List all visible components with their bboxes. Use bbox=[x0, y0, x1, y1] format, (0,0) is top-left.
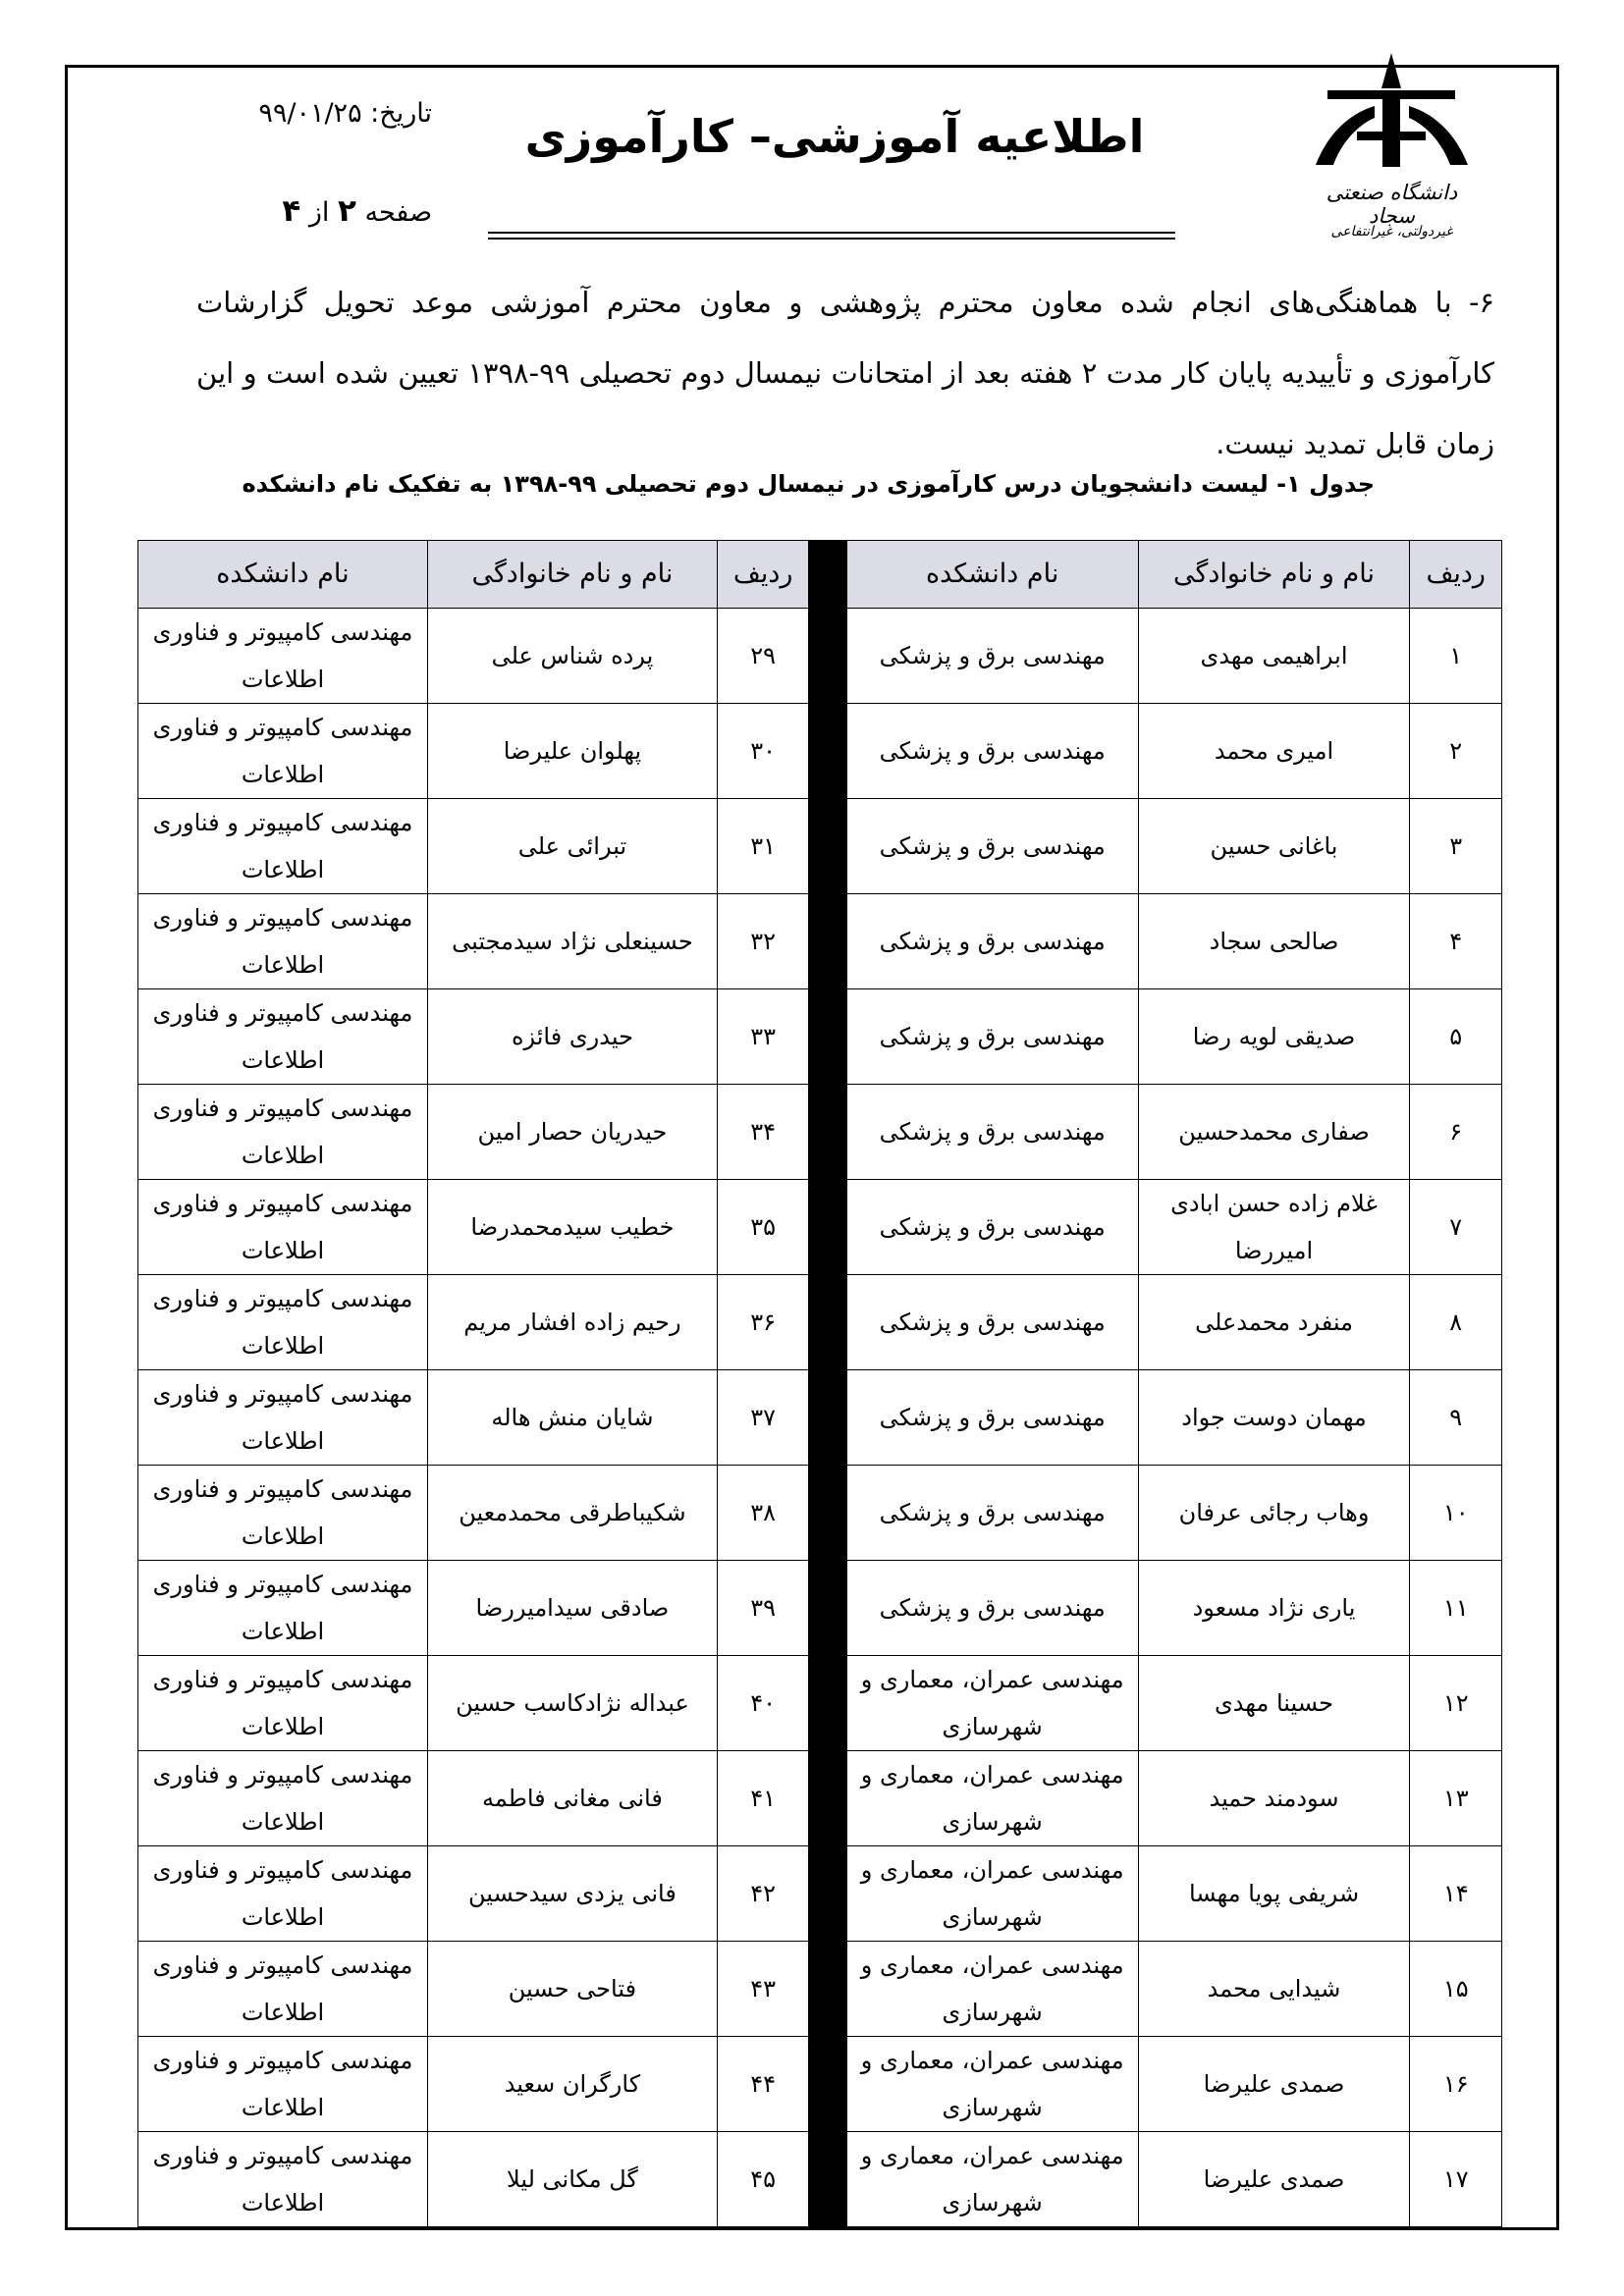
row-number: ۱ bbox=[1410, 609, 1502, 704]
table-divider bbox=[809, 894, 846, 989]
col-header-row-number: ردیف bbox=[717, 541, 809, 609]
faculty-name: مهندسی برق و پزشکی bbox=[846, 799, 1138, 894]
table-divider bbox=[809, 1370, 846, 1466]
row-number: ۵ bbox=[1410, 989, 1502, 1085]
student-name: فانی مغانی فاطمه bbox=[427, 1751, 717, 1846]
table-divider bbox=[809, 1085, 846, 1180]
row-number: ۴۱ bbox=[717, 1751, 809, 1846]
student-name: پهلوان علیرضا bbox=[427, 704, 717, 799]
student-name: عبداله نژادکاسب حسین bbox=[427, 1656, 717, 1751]
faculty-name: مهندسی برق و پزشکی bbox=[846, 609, 1138, 704]
row-number: ۳۹ bbox=[717, 1561, 809, 1656]
student-name: فانی یزدی سیدحسین bbox=[427, 1846, 717, 1942]
row-number: ۳۱ bbox=[717, 799, 809, 894]
table-divider bbox=[809, 1942, 846, 2037]
faculty-name: مهندسی برق و پزشکی bbox=[846, 704, 1138, 799]
logo-emblem-icon bbox=[1306, 49, 1478, 177]
table-divider bbox=[809, 1656, 846, 1751]
faculty-name: مهندسی عمران، معماری و شهرسازی bbox=[846, 1846, 1138, 1942]
student-name: فتاحی حسین bbox=[427, 1942, 717, 2037]
table-row bbox=[138, 2037, 1502, 2132]
student-table bbox=[137, 540, 1502, 2227]
table-divider bbox=[809, 1180, 846, 1275]
faculty-name: مهندسی کامپیوتر و فناوری اطلاعات bbox=[138, 1561, 428, 1656]
student-name: صفاری محمدحسین bbox=[1138, 1085, 1410, 1180]
student-name: صالحی سجاد bbox=[1138, 894, 1410, 989]
table-row bbox=[138, 1370, 1502, 1466]
student-name: صدیقی لویه رضا bbox=[1138, 989, 1410, 1085]
faculty-name: مهندسی کامپیوتر و فناوری اطلاعات bbox=[138, 609, 428, 704]
table-row bbox=[138, 989, 1502, 1085]
row-number: ۴۵ bbox=[717, 2132, 809, 2227]
row-number: ۱۵ bbox=[1410, 1942, 1502, 2037]
faculty-name: مهندسی کامپیوتر و فناوری اطلاعات bbox=[138, 1466, 428, 1561]
row-number: ۴۰ bbox=[717, 1656, 809, 1751]
row-number: ۳۵ bbox=[717, 1180, 809, 1275]
faculty-name: مهندسی عمران، معماری و شهرسازی bbox=[846, 2132, 1138, 2227]
student-name: پرده شناس علی bbox=[427, 609, 717, 704]
page-number-line bbox=[137, 193, 432, 229]
table-divider bbox=[809, 1275, 846, 1370]
table-row bbox=[138, 799, 1502, 894]
row-number: ۴۳ bbox=[717, 1942, 809, 2037]
faculty-name: مهندسی کامپیوتر و فناوری اطلاعات bbox=[138, 1085, 428, 1180]
faculty-name: مهندسی کامپیوتر و فناوری اطلاعات bbox=[138, 2037, 428, 2132]
student-name: شایان منش هاله bbox=[427, 1370, 717, 1466]
student-name: وهاب رجائی عرفان bbox=[1138, 1466, 1410, 1561]
student-name: تبرائی علی bbox=[427, 799, 717, 894]
row-number: ۱۴ bbox=[1410, 1846, 1502, 1942]
col-header-name: نام و نام خانوادگی bbox=[427, 541, 717, 609]
row-number: ۳۰ bbox=[717, 704, 809, 799]
row-number: ۱۲ bbox=[1410, 1656, 1502, 1751]
student-name: رحیم زاده افشار مریم bbox=[427, 1275, 717, 1370]
faculty-name: مهندسی برق و پزشکی bbox=[846, 989, 1138, 1085]
faculty-name: مهندسی کامپیوتر و فناوری اطلاعات bbox=[138, 799, 428, 894]
row-number: ۳۶ bbox=[717, 1275, 809, 1370]
faculty-name: مهندسی کامپیوتر و فناوری اطلاعات bbox=[138, 704, 428, 799]
faculty-name: مهندسی برق و پزشکی bbox=[846, 894, 1138, 989]
row-number: ۷ bbox=[1410, 1180, 1502, 1275]
page-title: اطلاعیه آموزشی– کارآموزی bbox=[524, 110, 1145, 163]
row-number: ۳۴ bbox=[717, 1085, 809, 1180]
row-number: ۴ bbox=[1410, 894, 1502, 989]
student-name: صمدی علیرضا bbox=[1138, 2037, 1410, 2132]
student-name: مهمان دوست جواد bbox=[1138, 1370, 1410, 1466]
page-of: از bbox=[308, 197, 330, 228]
date-line bbox=[137, 98, 432, 129]
row-number: ۱۶ bbox=[1410, 2037, 1502, 2132]
faculty-name: مهندسی کامپیوتر و فناوری اطلاعات bbox=[138, 1180, 428, 1275]
student-name: خطیب سیدمحمدرضا bbox=[427, 1180, 717, 1275]
logo-motto: غیردولتی، غیرانتفاعی bbox=[1330, 224, 1453, 240]
table-divider bbox=[809, 1846, 846, 1942]
logo-school-name: دانشگاه صنعتی سجاد bbox=[1326, 181, 1458, 228]
col-header-faculty: نام دانشکده bbox=[846, 541, 1138, 609]
col-header-row-number: ردیف bbox=[1410, 541, 1502, 609]
announcement-paragraph: ۶- با هماهنگی‌های انجام شده معاون محترم پژوهشی و معاون محترم آموزشی موعد تحویل گزارشات کارآموزی و تأییدیه پایان کار مدت ۲ هفته بعد از امتحانات نیمسال دوم تحصیلی ۹۹-۱۳۹۸ تعیین شده است و این زمان قابل تمدید نیست. bbox=[196, 286, 1494, 460]
faculty-name: مهندسی کامپیوتر و فناوری اطلاعات bbox=[138, 1846, 428, 1942]
row-number: ۱۰ bbox=[1410, 1466, 1502, 1561]
table-row bbox=[138, 1085, 1502, 1180]
faculty-name: مهندسی برق و پزشکی bbox=[846, 1561, 1138, 1656]
faculty-name: مهندسی عمران، معماری و شهرسازی bbox=[846, 1942, 1138, 2037]
date-value: ۹۹/۰۱/۲۵ bbox=[258, 98, 362, 129]
student-name: باغانی حسین bbox=[1138, 799, 1410, 894]
table-row bbox=[138, 1466, 1502, 1561]
faculty-name: مهندسی کامپیوتر و فناوری اطلاعات bbox=[138, 1942, 428, 2037]
table-row bbox=[138, 1275, 1502, 1370]
student-name: غلام زاده حسن ابادی امیررضا bbox=[1138, 1180, 1410, 1275]
table-row bbox=[138, 1751, 1502, 1846]
row-number: ۸ bbox=[1410, 1275, 1502, 1370]
table-row bbox=[138, 704, 1502, 799]
table-row bbox=[138, 1942, 1502, 2037]
table-row bbox=[138, 1561, 1502, 1656]
student-name: حیدری فائزه bbox=[427, 989, 717, 1085]
student-name: حیدریان حصار امین bbox=[427, 1085, 717, 1180]
faculty-name: مهندسی برق و پزشکی bbox=[846, 1085, 1138, 1180]
student-name: شکیباطرقی محمدمعین bbox=[427, 1466, 717, 1561]
student-name: یاری نژاد مسعود bbox=[1138, 1561, 1410, 1656]
row-number: ۴۴ bbox=[717, 2037, 809, 2132]
table-header-row bbox=[138, 541, 1502, 609]
row-number: ۳۲ bbox=[717, 894, 809, 989]
table-divider bbox=[809, 1561, 846, 1656]
faculty-name: مهندسی کامپیوتر و فناوری اطلاعات bbox=[138, 1275, 428, 1370]
table-divider bbox=[809, 2132, 846, 2227]
student-name: صمدی علیرضا bbox=[1138, 2132, 1410, 2227]
student-name: حسینعلی نژاد سیدمجتبی bbox=[427, 894, 717, 989]
col-header-faculty: نام دانشکده bbox=[138, 541, 428, 609]
faculty-name: مهندسی کامپیوتر و فناوری اطلاعات bbox=[138, 1370, 428, 1466]
title-underline bbox=[488, 232, 1175, 240]
student-name: حسینا مهدی bbox=[1138, 1656, 1410, 1751]
university-logo bbox=[1306, 49, 1478, 260]
faculty-name: مهندسی برق و پزشکی bbox=[846, 1275, 1138, 1370]
faculty-name: مهندسی کامپیوتر و فناوری اطلاعات bbox=[138, 1751, 428, 1846]
table-divider bbox=[809, 2037, 846, 2132]
row-number: ۹ bbox=[1410, 1370, 1502, 1466]
row-number: ۴۲ bbox=[717, 1846, 809, 1942]
row-number: ۲۹ bbox=[717, 609, 809, 704]
date-label: تاریخ: bbox=[370, 98, 432, 129]
row-number: ۱۷ bbox=[1410, 2132, 1502, 2227]
row-number: ۱۱ bbox=[1410, 1561, 1502, 1656]
table-row bbox=[138, 894, 1502, 989]
faculty-name: مهندسی برق و پزشکی bbox=[846, 1370, 1138, 1466]
row-number: ۳۸ bbox=[717, 1466, 809, 1561]
page-current: ۲ bbox=[337, 193, 356, 229]
faculty-name: مهندسی کامپیوتر و فناوری اطلاعات bbox=[138, 989, 428, 1085]
faculty-name: مهندسی کامپیوتر و فناوری اطلاعات bbox=[138, 2132, 428, 2227]
student-name: امیری محمد bbox=[1138, 704, 1410, 799]
row-number: ۳۳ bbox=[717, 989, 809, 1085]
table-divider bbox=[809, 704, 846, 799]
student-name: منفرد محمدعلی bbox=[1138, 1275, 1410, 1370]
student-name: شریفی پویا مهسا bbox=[1138, 1846, 1410, 1942]
student-name: شیدایی محمد bbox=[1138, 1942, 1410, 2037]
row-number: ۳۷ bbox=[717, 1370, 809, 1466]
row-number: ۳ bbox=[1410, 799, 1502, 894]
faculty-name: مهندسی برق و پزشکی bbox=[846, 1180, 1138, 1275]
row-number: ۲ bbox=[1410, 704, 1502, 799]
table-row bbox=[138, 1846, 1502, 1942]
col-header-name: نام و نام خانوادگی bbox=[1138, 541, 1410, 609]
table-row bbox=[138, 2132, 1502, 2227]
table-divider bbox=[809, 1466, 846, 1561]
table-divider bbox=[809, 799, 846, 894]
table-divider bbox=[809, 609, 846, 704]
student-name: گل مکانی لیلا bbox=[427, 2132, 717, 2227]
page-label: صفحه bbox=[364, 197, 432, 228]
faculty-name: مهندسی عمران، معماری و شهرسازی bbox=[846, 1751, 1138, 1846]
student-name: سودمند حمید bbox=[1138, 1751, 1410, 1846]
table-row bbox=[138, 609, 1502, 704]
row-number: ۶ bbox=[1410, 1085, 1502, 1180]
faculty-name: مهندسی عمران، معماری و شهرسازی bbox=[846, 1656, 1138, 1751]
page-total: ۴ bbox=[282, 193, 301, 229]
faculty-name: مهندسی عمران، معماری و شهرسازی bbox=[846, 2037, 1138, 2132]
table-divider bbox=[809, 1751, 846, 1846]
table-row bbox=[138, 1656, 1502, 1751]
student-name: ابراهیمی مهدی bbox=[1138, 609, 1410, 704]
row-number: ۱۳ bbox=[1410, 1751, 1502, 1846]
faculty-name: مهندسی کامپیوتر و فناوری اطلاعات bbox=[138, 894, 428, 989]
student-name: صادقی سیدامیررضا bbox=[427, 1561, 717, 1656]
table-divider bbox=[809, 541, 846, 609]
table-divider bbox=[809, 989, 846, 1085]
table-caption: جدول ۱- لیست دانشجویان درس کارآموزی در نیمسال دوم تحصیلی ۹۹-۱۳۹۸ به تفکیک نام دانشکده bbox=[242, 470, 1375, 498]
faculty-name: مهندسی کامپیوتر و فناوری اطلاعات bbox=[138, 1656, 428, 1751]
faculty-name: مهندسی برق و پزشکی bbox=[846, 1466, 1138, 1561]
table-row bbox=[138, 1180, 1502, 1275]
student-name: کارگران سعید bbox=[427, 2037, 717, 2132]
